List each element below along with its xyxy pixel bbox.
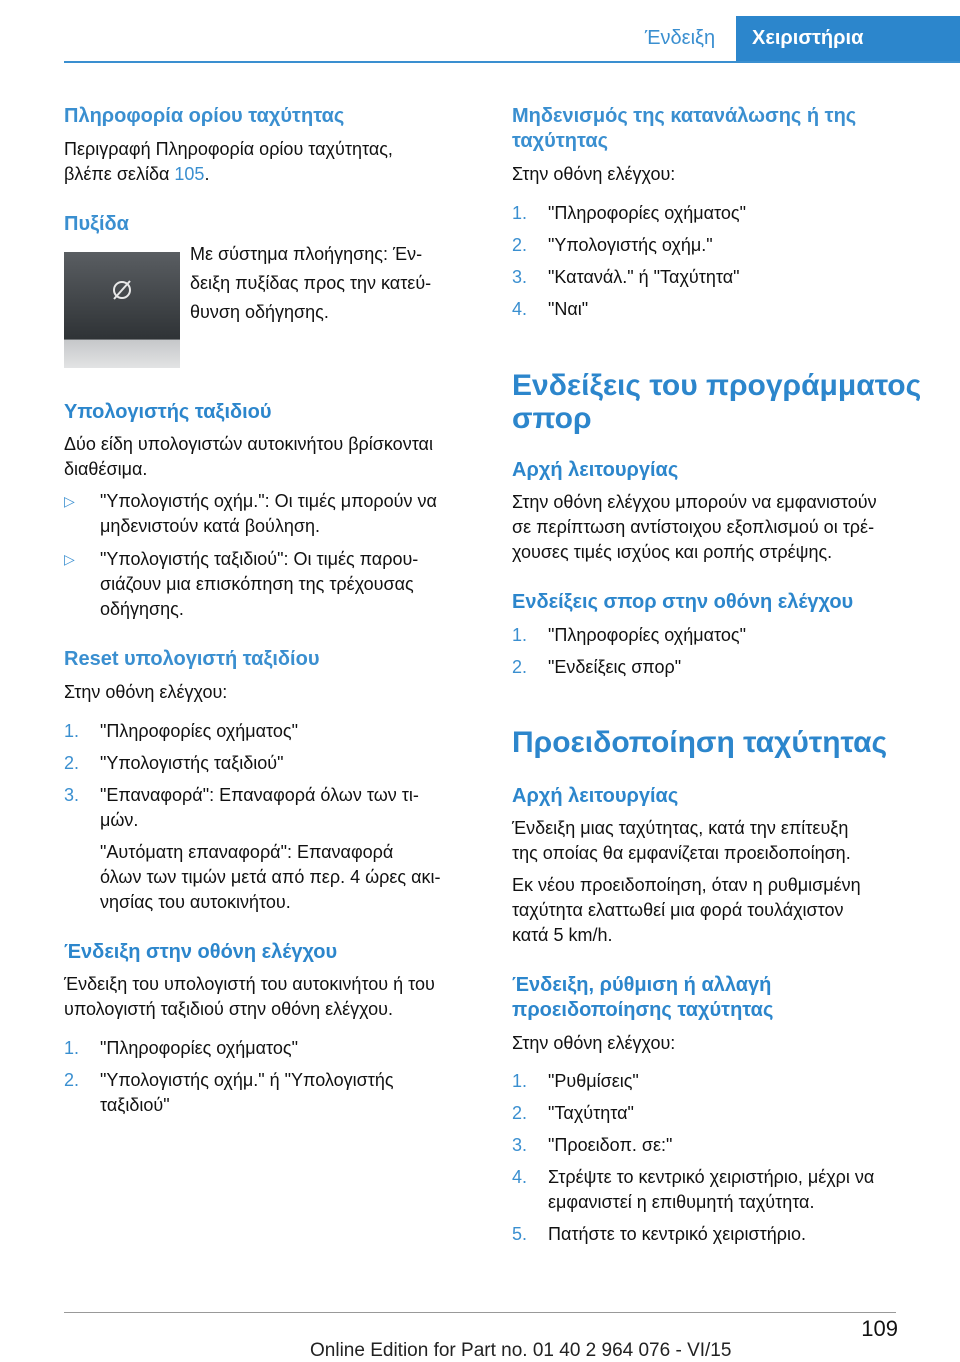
display-text-line-1: Ένδειξη του υπολογιστή του αυτοκινήτου ή του	[64, 974, 435, 994]
warning-text-b-3: κατά 5 km/h.	[512, 925, 613, 945]
compass-text-line-3: θυνση οδήγησης.	[190, 302, 329, 322]
page-number: 109	[861, 1316, 898, 1341]
reset-consumption-heading-line-2: ταχύτητας	[512, 130, 609, 152]
warning-text-b-1: Εκ νέου προειδοποίηση, όταν η ρυθμισμένη	[512, 875, 861, 895]
warning-principle-heading: Αρχή λειτουργίας	[512, 785, 679, 807]
reset-intro: Στην οθόνη ελέγχου:	[64, 682, 228, 702]
header-tab-display[interactable]: Ένδειξη	[644, 27, 716, 49]
sport-principle-heading: Αρχή λειτουργίας	[512, 459, 679, 481]
sport-principle-line-3: χουσες τιμές ισχύος και ροπής στρέψης.	[512, 542, 833, 562]
reset-trip-heading: Reset υπολογιστή ταξιδίου	[64, 648, 320, 670]
reset-consumption-heading-line-1: Μηδενισμός της κατανάλωσης ή της	[512, 105, 857, 127]
set-warning-heading-line-1: Ένδειξη, ρύθμιση ή αλλαγή	[512, 974, 772, 996]
header-rule	[64, 61, 960, 63]
trip-computer-heading: Υπολογιστής ταξιδιού	[64, 401, 272, 423]
warning-text-a-1: Ένδειξη μιας ταχύτητας, κατά την επίτευξη	[512, 818, 849, 838]
reset-consumption-intro: Στην οθόνη ελέγχου:	[512, 164, 676, 184]
sport-principle-line-2: σε περίπτωση αντίστοιχου εξοπλισμού οι τρέ-	[512, 517, 875, 537]
compass-display-icon	[64, 252, 180, 368]
set-warning-heading-line-2: προειδοποίησης ταχύτητας	[512, 999, 774, 1021]
display-heading: Ένδειξη στην οθόνη ελέγχου	[64, 941, 338, 963]
warning-text-a-2: της οποίας θα εμφανίζεται προειδοποίηση.	[512, 843, 851, 863]
compass-heading: Πυξίδα	[64, 213, 129, 235]
compass-text-line-2: δειξη πυξίδας προς την κατεύ-	[190, 273, 432, 293]
compass-text-line-1: Με σύστημα πλοήγησης: Έν-	[190, 244, 423, 264]
speed-limit-info-text: Περιγραφή Πληροφορία ορίου ταχύτητας,	[64, 139, 393, 159]
display-text-line-2: υπολογιστή ταξιδιού στην οθόνη ελέγχου.	[64, 999, 393, 1019]
sport-display-heading: Ενδείξεις σπορ στην οθόνη ελέγχου	[512, 591, 854, 613]
sport-heading-line-2: σπορ	[512, 402, 592, 435]
speed-limit-info-heading: Πληροφορία ορίου ταχύτητας	[64, 105, 345, 127]
bullet-triangle-icon: ▷	[64, 493, 75, 509]
speed-warning-heading: Προειδοποίηση ταχύτητας	[512, 726, 888, 759]
speed-limit-info-ref: βλέπε σελίδα 105.	[64, 164, 210, 184]
sport-heading-line-1: Ενδείξεις του προγράμματος	[512, 369, 922, 402]
set-warning-intro: Στην οθόνη ελέγχου:	[512, 1033, 676, 1053]
trip-computer-text-line-2: διαθέσιμα.	[64, 459, 148, 479]
trip-computer-text-line-1: Δύο είδη υπολογιστών αυτοκινήτου βρίσκονται	[64, 434, 433, 454]
bullet-triangle-icon: ▷	[64, 551, 75, 567]
edition-text: Online Edition for Part no. 01 40 2 964 076 - VI/15	[310, 1340, 732, 1361]
sport-principle-line-1: Στην οθόνη ελέγχου μπορούν να εμφανιστούν	[512, 492, 877, 512]
warning-text-b-2: ταχύτητα ελαττωθεί μια φορά τουλάχιστον	[512, 900, 844, 920]
footer-rule	[64, 1312, 896, 1313]
header-tab-controls[interactable]: Χειριστήρια	[736, 16, 960, 61]
page-reference-link[interactable]: 105	[174, 164, 205, 184]
